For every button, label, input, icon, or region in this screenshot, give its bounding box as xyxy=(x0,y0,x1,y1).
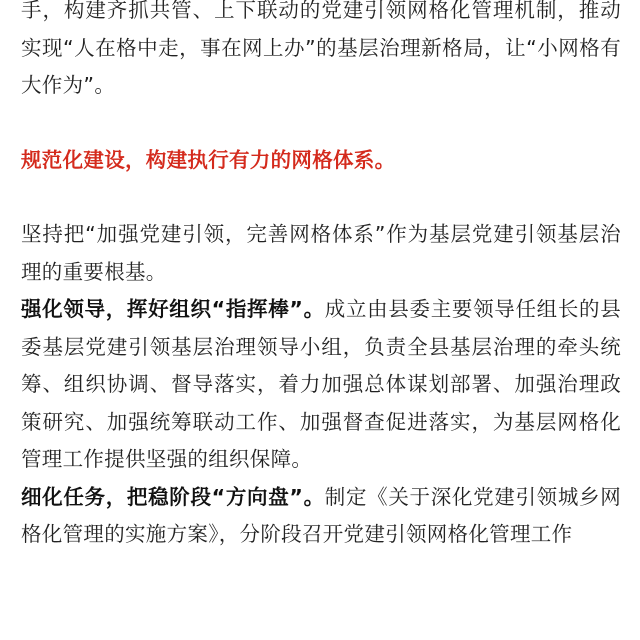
point-lead-tasks: 细化任务，把稳阶段“方向盘”。 xyxy=(21,484,325,509)
point-body-leadership: 成立由县委主要领导任组长的县委基层党建引领基层治理领导小组，负责全县基层治理的牵头统筹、组织协调、督导落实，着力加强总体谋划部署、加强治理政策研究、加强统筹联动工作、加强督查促进落实，为基层网格化管理工作提供坚强的组织保障。 xyxy=(21,297,621,471)
section-heading: 规范化建设，构建执行有力的网格体系。 xyxy=(21,147,396,172)
spacer xyxy=(21,179,621,216)
point-paragraph-tasks xyxy=(21,479,621,554)
spacer xyxy=(21,105,621,142)
section-paragraph: 坚持把“加强党建引领，完善网格体系”作为基层党建引领基层治理的重要根基。 xyxy=(21,222,621,284)
point-body-tasks: 制定《关于深化党建引领城乡网格化管理的实施方案》，分阶段召开党建引领网格化管理工作 xyxy=(21,484,621,546)
point-paragraph-leadership xyxy=(21,291,621,479)
article-body xyxy=(21,0,621,554)
point-lead-leadership: 强化领导，挥好组织“指挥棒”。 xyxy=(21,297,325,321)
intro-paragraph: 手，构建齐抓共管、上下联动的党建引领网格化管理机制，推动实现“人在格中走，事在网上办”的基层治理新格局，让“小网格有大作为”。 xyxy=(21,0,621,97)
